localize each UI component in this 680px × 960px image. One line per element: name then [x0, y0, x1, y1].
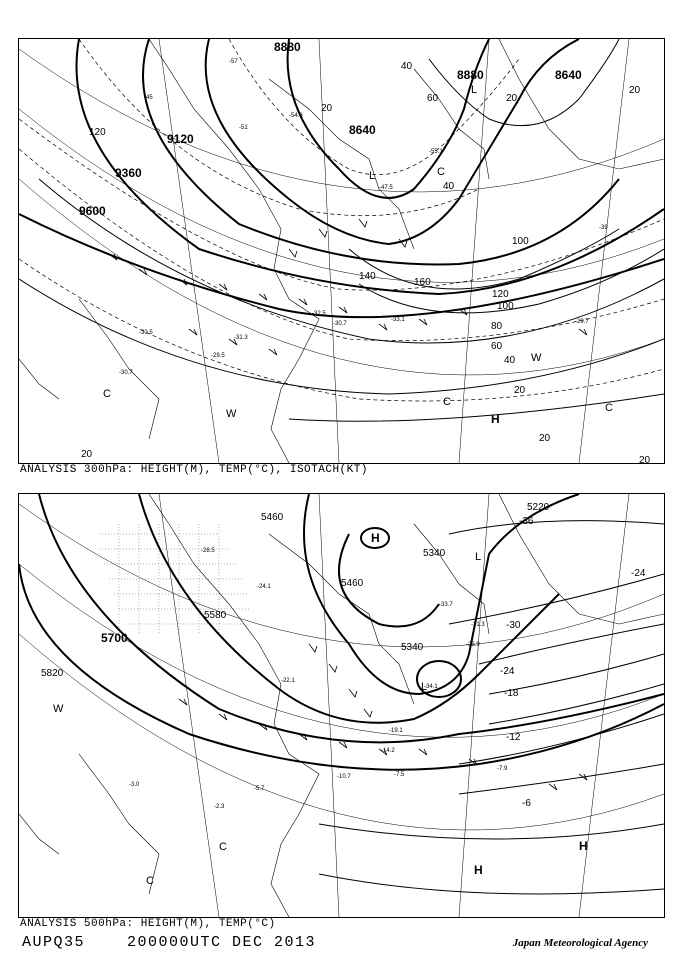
low-marker: L	[421, 681, 428, 693]
isotach-label: 20	[629, 85, 641, 96]
warm-marker: W	[53, 703, 64, 715]
isotachs	[19, 39, 664, 421]
isotach-label: 20	[514, 385, 526, 396]
temp-label: -33.1	[391, 317, 405, 323]
height-label: 5580	[204, 610, 227, 621]
system-markers	[53, 531, 588, 887]
high-marker: H	[491, 412, 500, 426]
temp-label: -39	[599, 225, 608, 231]
temp-contour-label: -30	[506, 620, 521, 631]
agency-credit: Japan Meteorological Agency	[512, 937, 648, 949]
chart-timestamp: 200000UTC DEC 2013	[127, 934, 317, 951]
height-label: 5460	[341, 578, 364, 589]
temp-label: -57	[229, 59, 238, 65]
height-label: 5460	[261, 512, 284, 523]
temp-contour-label: -6	[522, 798, 531, 809]
temp-contour-label: -12	[506, 732, 521, 743]
map-300hpa	[18, 38, 665, 464]
temp-label: -28.5	[201, 548, 215, 554]
map-500hpa-caption: ANALYSIS 500hPa: HEIGHT(M), TEMP(°C)	[20, 918, 276, 930]
isotach-label: 140	[359, 271, 376, 282]
chart-identifier	[22, 934, 316, 951]
temp-label: -29.7	[575, 319, 589, 325]
coastlines	[19, 39, 664, 463]
low-marker: L	[475, 551, 482, 563]
height-label: 5820	[41, 668, 64, 679]
coastlines	[19, 494, 664, 917]
high-marker: H	[371, 531, 380, 545]
high-marker: H	[474, 863, 483, 877]
high-marker: H	[579, 839, 588, 853]
cold-marker: C	[605, 402, 613, 414]
temp-label: -30.7	[119, 370, 133, 376]
temp-label: -7.5	[394, 772, 405, 778]
temp-label: -2.3	[214, 804, 225, 810]
cold-marker: C	[146, 875, 154, 887]
temp-label: -30.5	[139, 330, 153, 336]
height-label: 9120	[167, 132, 194, 146]
height-label: 5220	[527, 502, 550, 513]
temp-label: -54.6	[289, 113, 303, 119]
graticule	[19, 494, 664, 917]
temp-label: -7.9	[497, 766, 508, 772]
height-label: 8880	[457, 68, 484, 82]
isotach-label: 40	[401, 61, 413, 72]
isotach-label: 80	[491, 321, 503, 332]
temp-label: -29.5	[211, 353, 225, 359]
low-marker: L	[471, 84, 478, 96]
isotach-label: 100	[497, 301, 514, 312]
cold-marker: C	[103, 388, 111, 400]
temp-label: -25.9	[466, 642, 480, 648]
temp-label: -14.2	[381, 748, 395, 754]
temp-label: -55.1	[429, 149, 443, 155]
height-label: 8640	[555, 68, 582, 82]
temp-contour-label: -36	[519, 516, 534, 527]
temp-labels	[129, 548, 508, 810]
height-label: 8640	[349, 123, 376, 137]
temp-label: -19.1	[389, 728, 403, 734]
height-label: 8880	[274, 40, 301, 54]
map-300hpa-canvas	[19, 39, 664, 463]
temp-contour-label: -24	[500, 666, 515, 677]
isotach-label: 160	[414, 277, 431, 288]
map-500hpa-canvas	[19, 494, 664, 917]
isotach-label: 120	[89, 127, 106, 138]
isotach-label: 100	[512, 236, 529, 247]
temp-contour-labels	[500, 516, 646, 809]
temp-label: -31.3	[234, 335, 248, 341]
isotach-label: 20	[639, 455, 651, 463]
isotach-label: 60	[491, 341, 503, 352]
temp-label: -10.7	[337, 774, 351, 780]
graticule	[19, 39, 664, 463]
height-label: 9360	[115, 166, 142, 180]
isotach-label: 20	[539, 433, 551, 444]
height-labels	[79, 40, 582, 218]
temp-label: -30.7	[333, 321, 347, 327]
chart-code: AUPQ35	[22, 934, 86, 951]
temp-label: -22.1	[281, 678, 295, 684]
hatching	[99, 524, 249, 634]
temp-label: -31.3	[471, 622, 485, 628]
height-label: 5340	[401, 642, 424, 653]
isotach-label: 20	[321, 103, 333, 114]
cold-marker: C	[443, 396, 451, 408]
height-label: 5700	[101, 631, 128, 645]
isotach-label: 20	[506, 93, 518, 104]
temp-contour-label: -24	[631, 568, 646, 579]
temp-label: -3.0	[129, 782, 140, 788]
height-label: 9600	[79, 204, 106, 218]
temp-label: -45	[144, 95, 153, 101]
isotach-label: 40	[443, 181, 455, 192]
cold-marker: C	[437, 166, 445, 178]
cold-marker: C	[219, 841, 227, 853]
temp-label: -5.7	[254, 786, 265, 792]
temp-label: -34.1	[424, 684, 438, 690]
temp-label: -24.1	[257, 584, 271, 590]
temp-contour-label: -18	[504, 688, 519, 699]
map-300hpa-caption: ANALYSIS 300hPa: HEIGHT(M), TEMP(°C), ISOTACH(KT)	[20, 464, 368, 476]
temp-label: -47.5	[379, 185, 393, 191]
isotherms	[19, 39, 664, 401]
warm-marker: W	[531, 352, 542, 364]
warm-marker: W	[226, 408, 237, 420]
temp-label: -33.7	[439, 602, 453, 608]
temp-label: -51	[239, 125, 248, 131]
isotach-label: 40	[504, 355, 516, 366]
height-label: 5340	[423, 548, 446, 559]
height-labels	[41, 502, 550, 679]
low-marker: L	[369, 170, 376, 182]
isotach-label: 60	[427, 93, 439, 104]
isotach-label: 120	[492, 289, 509, 300]
temp-label: -32.5	[312, 311, 326, 317]
map-500hpa	[18, 493, 665, 918]
isotach-label: 20	[81, 449, 93, 460]
